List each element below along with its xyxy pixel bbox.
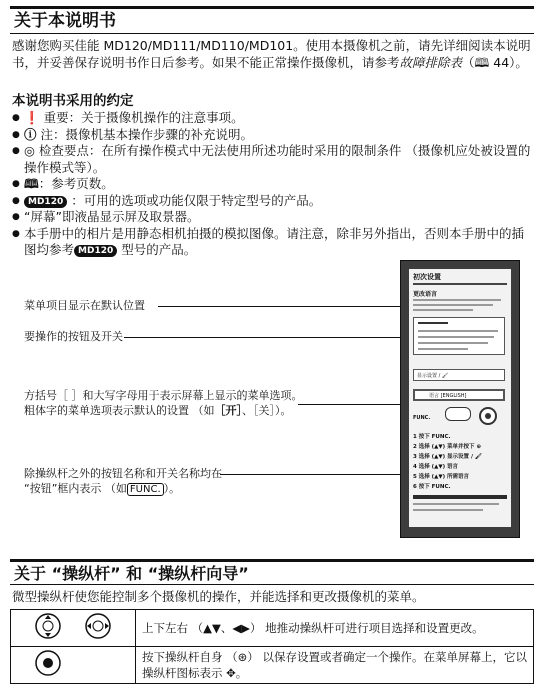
joystick-icons-cell (11, 647, 136, 684)
mock-lang-box (413, 389, 505, 401)
mock-step: 6 按下 FUNC. (413, 484, 451, 490)
rule (413, 495, 507, 499)
joystick-left-right-icon (86, 614, 110, 638)
text-line (413, 309, 473, 311)
intro-page-ref: （🕮 44）。 (462, 55, 528, 70)
func-button-icon (445, 407, 471, 421)
list-item-text: 型号的产品。 (121, 242, 197, 257)
list-item-text: 检查要点：在所有操作模式中无法使用所述功能时采用的限制条件 （摄像机应处被设置的操作模式等）。 (24, 143, 531, 175)
list-item-text: 本手册中的相片是用静态相机拍摄的模拟图像。请注意，除非另外指出，否则本手册中的插图均参考 (24, 225, 525, 257)
list-item (12, 226, 534, 259)
text-line (413, 503, 499, 505)
section-title-joystick: 关于 “操纵杆” 和 “操纵杆向导” (10, 559, 534, 585)
mock-step: 4 选择 (▲▼) 语言 (413, 464, 459, 470)
callout-brackets (24, 388, 303, 418)
text-line (413, 299, 501, 301)
illustration-page (409, 269, 511, 527)
callout-bold-option: ［开］ (214, 404, 242, 417)
note-icon: ⓘ (24, 126, 37, 142)
text-line (413, 304, 493, 306)
func-button-frame: FUNC. (127, 483, 164, 496)
text-line (418, 348, 468, 350)
list-item-text: ：参考页数。 (38, 176, 114, 191)
list-item (12, 176, 534, 193)
callout-button-frames (24, 466, 222, 497)
troubleshooting-link[interactable]: 故障排除表 (399, 55, 463, 70)
table-row (11, 610, 534, 647)
list-item-text: 重要：关于摄像机操作的注意事项。 (43, 110, 244, 125)
section-title-about-manual: 关于本说明书 (10, 6, 534, 34)
list-item (12, 127, 534, 144)
checkpoint-icon: ◎ (24, 143, 35, 158)
text-line (418, 322, 448, 324)
callout-text: ）。 (163, 482, 181, 495)
model-badge: MD120 (24, 196, 67, 208)
joystick-press-icon (18, 648, 128, 678)
list-item-text: “屏幕”即液晶显示屏及取景器。 (24, 209, 200, 224)
model-badge: MD120 (74, 245, 117, 257)
leader-line (298, 404, 402, 405)
joystick-move-desc: 上下左右 （▲▼、◀▶） 地推动操纵杆可进行项目选择和设置更改。 (136, 610, 534, 647)
joystick-intro: 微型操纵杆使您能控制多个摄像机的操作，并能选择和更改摄像机的菜单。 (12, 589, 425, 604)
mock-lang-label: 语言 [ENGLISH] (429, 393, 467, 399)
mock-title: 初次设置 (413, 273, 441, 281)
mock-step: 1 按下 FUNC. (413, 434, 451, 440)
book-icon: 🕮 (24, 176, 39, 191)
list-item-text: ：可用的选项或功能仅限于特定型号的产品。 (71, 192, 322, 208)
table-row (11, 647, 534, 684)
callout-text: “按钮”框内表示 （如 (24, 482, 127, 495)
manual-page-illustration (400, 260, 520, 538)
list-item (12, 143, 534, 176)
text-line (413, 509, 483, 511)
leader-line (124, 337, 402, 338)
mock-step: 2 选择 (▲▼) 菜单并按下 ⊕ (413, 444, 482, 450)
leader-line (158, 306, 402, 307)
joystick-direction-icons (18, 611, 128, 641)
note-box (413, 317, 505, 355)
joystick-center (485, 413, 491, 419)
mock-func-label: FUNC. (413, 415, 431, 421)
callout-text: 除操纵杆之外的按钮名称和开关名称均在 (24, 467, 222, 480)
joystick-press-desc: 按下操纵杆自身 （⊛） 以保存设置或者确定一个操作。在菜单屏幕上，它以操纵杆图标表示 ✥。 (136, 647, 534, 684)
joystick-icon (479, 407, 497, 425)
joystick-table (10, 609, 534, 684)
joystick-up-down-icon (36, 614, 60, 638)
important-icon: ❗ (24, 110, 40, 125)
callout-text: 方括号［ ］和大写字母用于表示屏幕上显示的菜单选项。 (24, 389, 303, 402)
callout-text: 、［关］）。 (242, 404, 292, 417)
list-item (12, 110, 534, 127)
rule (413, 283, 507, 285)
mock-step: 5 选择 (▲▼) 所需语言 (413, 474, 470, 480)
intro-text: 感谢您购买佳能 MD120/MD111/MD110/MD101。使用本摄像机之前，请先详细阅读本说明书，并妥善保存说明书作日后参考。如果不能正常操作摄像机，请参考 (12, 38, 531, 70)
mock-menu-label: 显示设置 / 🖌 (417, 373, 449, 379)
leader-line (220, 474, 402, 475)
mock-subtitle: 更改语言 (413, 291, 438, 298)
text-line (418, 342, 488, 344)
mock-step: 3 选择 (▲▼) 显示设置 / 🖌 (413, 454, 482, 460)
conventions-list (12, 110, 534, 259)
callout-buttons-switches: 要操作的按钮及开关 (24, 330, 123, 343)
text-line (418, 330, 498, 332)
intro-paragraph (12, 37, 532, 71)
conventions-heading: 本说明书采用的约定 (12, 93, 134, 109)
callout-text: 粗体字的菜单选项表示默认的设置 （如 (24, 404, 215, 417)
list-item (12, 193, 534, 210)
callout-menu-default: 菜单项目显示在默认位置 (24, 299, 145, 312)
joystick-icons-cell (11, 610, 136, 647)
text-line (418, 336, 494, 338)
mock-menu-box (413, 369, 505, 381)
list-item (12, 209, 534, 226)
list-item-text: 注：摄像机基本操作步骤的补充说明。 (40, 126, 254, 142)
